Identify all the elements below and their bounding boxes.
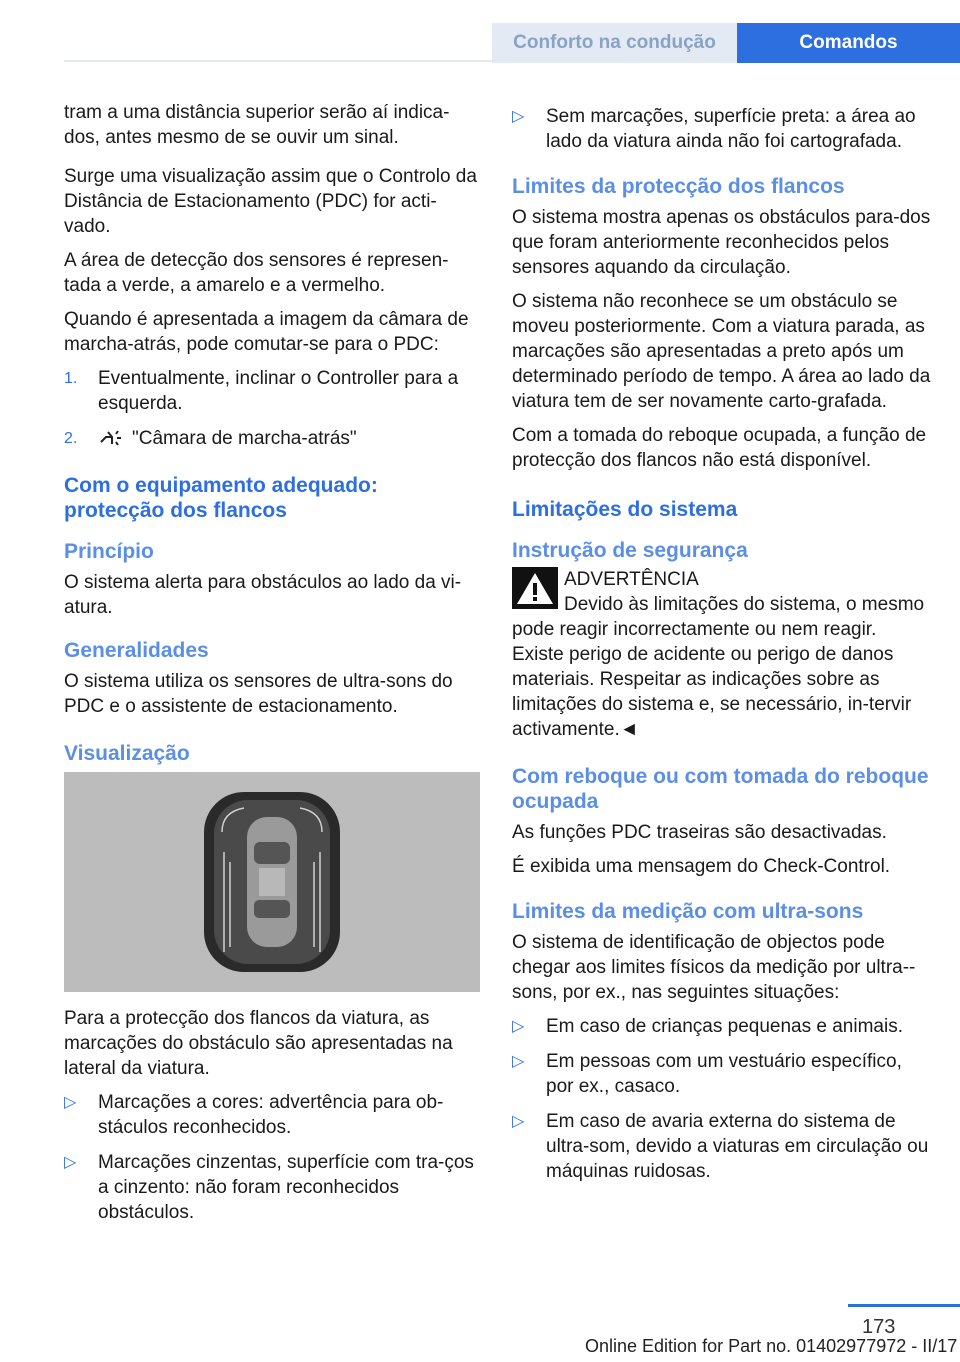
header-rule [64,60,492,62]
step-number: 1. [64,370,78,387]
triangle-bullet-icon: ▷ [64,1094,77,1111]
header-chapter-tab[interactable]: Comandos [737,23,960,63]
edition-note: Online Edition for Part no. 01402977972 - II/17 [585,1336,958,1356]
list-item-text: Em caso de crianças pequenas e animais. [546,1016,903,1037]
paragraph: Quando é apresentada a imagem da câmara de marcha-atrás, pode comutar-se para o PDC: [64,309,469,355]
page-number: 173 [862,1316,896,1338]
subsection-heading: Limites da medição com ultra-sons [512,900,864,923]
paragraph: O sistema não reconhece se um obstáculo se moveu posteriormente. Com a viatura parada, as marcações são apresentadas a preto após um determinado período de tempo. A área ao lado da viatura tem de ser novamente carto-grafada. [512,291,931,412]
paragraph: O sistema utiliza os sensores de ultra-sons do PDC e o assistente de estacionamento. [64,671,453,717]
list-item-text: Em caso de avaria externa do sistema de ultra-som, devido a viaturas em circulação ou máquinas ruidosas. [546,1111,929,1182]
left-column [64,100,482,1235]
triangle-bullet-icon: ▷ [512,1113,525,1130]
list-item [512,1049,932,1099]
car-top-view-icon [64,772,480,992]
section-heading: Limitações do sistema [512,498,738,521]
list-item-text: Marcações cinzentas, superfície com tra-ços a cinzento: não foram reconhecidos obstáculos. [98,1152,474,1223]
paragraph: As funções PDC traseiras são desactivadas. [512,822,887,843]
paragraph: O sistema de identificação de objectos pode chegar aos limites físicos da medição por ultra--sons, por ex., nas seguintes situações: [512,932,916,1003]
subsection-heading: Com reboque ou com tomada do reboque ocupada [512,765,929,813]
subsection-heading: Instrução de segurança [512,539,748,562]
paragraph: É exibida uma mensagem do Check-Control. [512,856,891,877]
paragraph: tram a uma distância superior serão aí indica-dos, antes mesmo de se ouvir um sinal. [64,102,450,148]
triangle-bullet-icon: ▷ [512,1053,525,1070]
subsection-heading: Visualização [64,742,190,765]
list-item [64,1150,482,1225]
subsection-heading: Generalidades [64,639,209,662]
triangle-bullet-icon: ▷ [512,1018,525,1035]
step-text: Eventualmente, inclinar o Controller para a esquerda. [98,368,459,414]
header-section-tab[interactable]: Conforto na condução [492,23,737,63]
step-text: "Câmara de marcha-atrás" [132,428,357,449]
paragraph: Para a protecção dos flancos da viatura, as marcações do obstáculo são apresentadas na lateral da viatura. [64,1008,453,1079]
subsection-heading: Princípio [64,540,154,563]
camera-icon [98,428,124,450]
step-item [64,366,482,416]
right-column [512,104,932,1194]
step-number: 2. [64,430,78,447]
triangle-bullet-icon: ▷ [64,1154,77,1171]
list-item [512,104,932,154]
warning-icon [512,567,558,609]
paragraph: Surge uma visualização assim que o Controlo da Distância de Estacionamento (PDC) for acti-vado. [64,166,477,237]
list-item [64,1090,482,1140]
list-item [512,1109,932,1184]
triangle-bullet-icon: ▷ [512,108,525,125]
paragraph: O sistema alerta para obstáculos ao lado da vi-atura. [64,572,462,618]
list-item-text: Sem marcações, superfície preta: a área ao lado da viatura ainda não foi cartografada. [546,106,916,152]
warning-title: ADVERTÊNCIA [564,569,699,590]
subsection-heading: Limites da protecção dos flancos [512,175,845,198]
section-heading: Com o equipamento adequado: protecção dos flancos [64,474,378,522]
list-item-text: Em pessoas com um vestuário específico, por ex., casaco. [546,1051,902,1097]
paragraph: Com a tomada do reboque ocupada, a função de protecção dos flancos não está disponível. [512,425,927,471]
footer-rule [848,1304,960,1307]
list-item-text: Marcações a cores: advertência para ob-stáculos reconhecidos. [98,1092,444,1138]
warning-text: Devido às limitações do sistema, o mesmo pode reagir incorrectamente ou nem reagir. Existe perigo de acidente ou perigo de danos materiais. Respeitar as indicações sobre as limitações do sistema e, se necessário, in-tervir activamente.◄ [512,594,925,740]
list-item [512,1014,932,1039]
paragraph: O sistema mostra apenas os obstáculos para-dos que foram anteriormente reconhecidos pelos sensores aquando da circulação. [512,207,931,278]
pdc-flank-protection-image [64,772,480,992]
step-item [64,426,482,451]
paragraph: A área de detecção dos sensores é represen-tada a verde, a amarelo e a vermelho. [64,250,449,296]
